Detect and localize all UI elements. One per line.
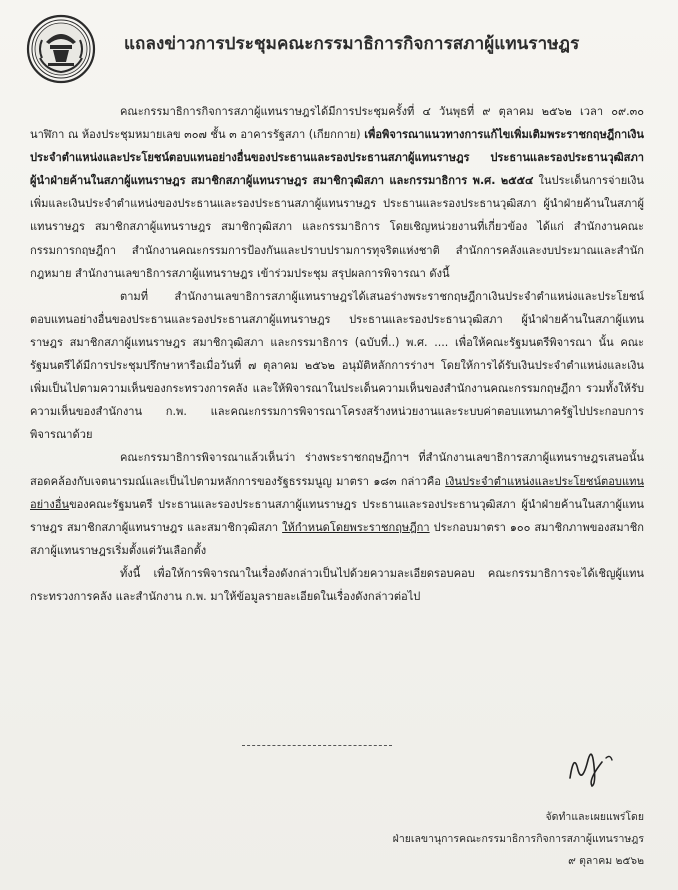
paragraph-3-text-3: ประกอบมาตรา ๑๐๐ สมาชิกภาพของสมาชิกสภาผู้แทนราษฎรเริ่มตั้งแต่วันเลือกตั้ง (30, 520, 644, 557)
paragraph-4-text: ทั้งนี้ เพื่อให้การพิจารณาในเรื่องดังกล่าวเป็นไปด้วยความละเอียดรอบคอบ คณะกรรมาธิการจะได้เชิญผู้แทนกระทรวงการคลัง และสำนักงาน ก.พ. มาให้ข้อมูลรายละเอียดในเรื่องดังกล่าวต่อไป (30, 566, 644, 603)
parliament-emblem-icon (26, 14, 96, 84)
paragraph-3-text-2: ของคณะรัฐมนตรี ประธานและรองประธานสภาผู้แทนราษฎร ประธานและรองประธานวุฒิสภา ผู้นำฝ่ายค้านในสภาผู้แทนราษฎร สมาชิกสภาผู้แทนราษฎร และสมาชิกวุฒิสภา (30, 497, 644, 534)
paragraph-1-text-2: ในประเด็นการจ่ายเงินเพิ่มและเงินประจำตำแหน่งของประธานและรองประธานสภาผู้แทนราษฎร ประธานและรองประธานวุฒิสภา ผู้นำฝ่ายค้านในสภาผู้แทนราษฎร สมาชิกสภาผู้แทนราษฎร สมาชิกวุฒิสภา และกรรมาธิการ โดยเชิญหน่วยงานที่เกี่ยวข้อง ได้แก่ สำนักงานคณะกรรมการกฤษฎีกา สำนักงานคณะกรรมการป้องกันและปราบปรามการทุจริตแห่งชาติ สำนักการคลังและงบประมาณและสำนักกฎหมาย สำนักงานเลขาธิการสภาผู้แทนราษฎร เข้าร่วมประชุม สรุปผลการพิจารณา ดังนี้ (30, 174, 644, 280)
paragraph-3-underline-1: เงินประจำตำแหน่งและประโยชน์ตอบแทนอย่างอื่น (30, 474, 644, 511)
paragraph-1-text: คณะกรรมาธิการกิจการสภาผู้แทนราษฎรได้มีการประชุมครั้งที่ ๔ วันพุธที่ ๙ ตุลาคม ๒๕๖๒ เวลา ๐๙.๓๐ นาฬิกา ณ ห้องประชุมหมายเลข ๓๐๗ ชั้น ๓ อาคารรัฐสภา (เกียกกาย) (30, 105, 644, 142)
paragraph-3 (30, 446, 644, 561)
paragraph-3-text: คณะกรรมาธิการพิจารณาแล้วเห็นว่า ร่างพระราชกฤษฎีกาฯ ที่สำนักงานเลขาธิการสภาผู้แทนราษฎรเสนอนั้น สอดคล้องกับเจตนารมณ์และเป็นไปตามหลักการของรัฐธรรมนูญ มาตรา ๑๘๓ กล่าวคือ (30, 451, 644, 488)
paragraph-3-underline-2: ให้กำหนดโดยพระราชกฤษฎีกา (282, 520, 430, 534)
paragraph-1 (30, 100, 644, 285)
paragraph-4 (30, 562, 644, 608)
page-title: แถลงข่าวการประชุมคณะกรรมาธิการกิจการสภาผู้แทนราษฎร (124, 34, 580, 54)
paragraph-2 (30, 285, 644, 447)
paragraph-2-text: ตามที่ สำนักงานเลขาธิการสภาผู้แทนราษฎรได้เสนอร่างพระราชกฤษฎีกาเงินประจำตำแหน่งและประโยชน์ตอบแทนอย่างอื่นของประธานและรองประธานสภาผู้แทนราษฎร ประธานและรองประธานวุฒิสภา ผู้นำฝ่ายค้านในสภาผู้แทนราษฎร สมาชิกสภาผู้แทนราษฎร สมาชิกวุฒิสภา และกรรมาธิการ (ฉบับที่..) พ.ศ. .... เพื่อให้คณะรัฐมนตรีพิจารณา นั้น คณะรัฐมนตรีได้มีการประชุมปรึกษาหารือเมื่อวันที่ ๗ ตุลาคม ๒๕๖๒ อนุมัติหลักการร่างฯ โดยให้การได้รับเงินประจำตำแหน่งและเงินเพิ่มเป็นไปตามความเห็นของกระทรวงการคลัง และให้พิจารณาในประเด็นความเห็นของสำนักงานคณะกรรมกฤษฎีกา รวมทั้งให้รับความเห็นของสำนักงาน ก.พ. และคณะกรรมการพิจารณาโครงสร้างหน่วยงานและระบบค่าตอบแทนภาครัฐไปประกอบการพิจารณาด้วย (30, 289, 644, 442)
footer-date: ๙ ตุลาคม ๒๕๖๒ (568, 855, 644, 867)
separator-line (242, 745, 392, 746)
footer-department: ฝ่ายเลขานุการคณะกรรมาธิการกิจการสภาผู้แทนราษฎร (392, 833, 644, 845)
paragraph-1-bold: เพื่อพิจารณาแนวทางการแก้ไขเพิ่มเติมพระราชกฤษฎีกาเงินประจำตำแหน่งและประโยชน์ตอบแทนอย่างอื่นของประธานและรองประธานสภาผู้แทนราษฎร ประธานและรองประธานวุฒิสภา ผู้นำฝ่ายค้านในสภาผู้แทนราษฎร สมาชิกสภาผู้แทนราษฎร สมาชิกวุฒิสภา และกรรมาธิการ พ.ศ. ๒๕๕๔ (30, 128, 644, 188)
handwritten-signature-icon (562, 740, 642, 790)
document-body (30, 100, 644, 608)
publisher-footer (393, 806, 644, 872)
footer-prepared-by: จัดทำและเผยแพร่โดย (545, 811, 644, 823)
